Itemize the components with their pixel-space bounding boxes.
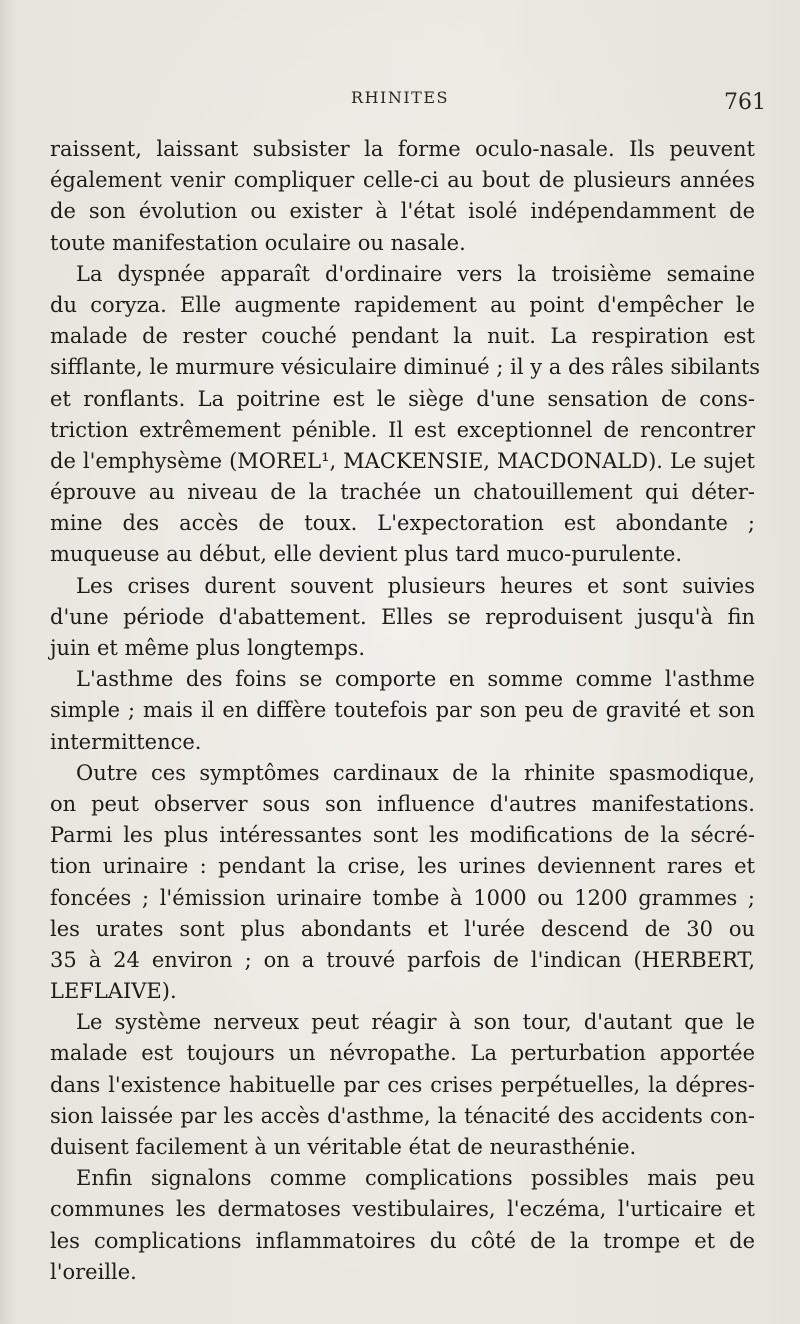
text-line: tion urinaire : pendant la crise, les urines deviennent rares et	[50, 854, 755, 879]
text-line: les complications inflammatoires du côté de la trompe et de	[50, 1228, 755, 1253]
text-line: muqueuse au début, elle devient plus tard muco-purulente.	[50, 542, 682, 567]
text-line: foncées ; l'émission urinaire tombe à 1000 ou 1200 grammes ;	[50, 885, 755, 910]
text-line: Enfin signalons comme complications possibles mais peu	[76, 1166, 755, 1191]
text-line: Outre ces symptômes cardinaux de la rhinite spasmodique,	[76, 760, 755, 785]
text-line: on peut observer sous son influence d'autres manifestations.	[50, 791, 755, 816]
text-line: L'asthme des foins se comporte en somme comme l'asthme	[76, 667, 755, 692]
text-line: duisent facilement à un véritable état de neurasthénie.	[50, 1135, 637, 1159]
text-line: toute manifestation oculaire ou nasale.	[50, 230, 466, 255]
text-line: communes les dermatoses vestibulaires, l'eczéma, l'urticaire et	[50, 1197, 755, 1222]
text-line: sion laissée par les accès d'asthme, la ténacité des accidents con-	[50, 1103, 755, 1128]
text-line: juin et même plus longtemps.	[50, 636, 365, 660]
text-line: Le système nerveux peut réagir à son tour, d'autant que le	[76, 1010, 755, 1035]
text-line: malade est toujours un névropathe. La perturbation apportée	[50, 1041, 755, 1066]
body-text	[50, 134, 761, 1288]
text-line: éprouve au niveau de la trachée un chatouillement qui déter-	[50, 480, 755, 505]
text-line: 35 à 24 environ ; on a trouvé parfois de l'indican (HERBERT,	[50, 947, 755, 972]
text-line: de son évolution ou exister à l'état isolé indépendamment de	[50, 199, 755, 224]
text-line: et ronflants. La poitrine est le siège d'une sensation de cons-	[50, 386, 755, 411]
text-line: Les crises durent souvent plusieurs heures et sont suivies	[76, 573, 755, 598]
text-line: l'oreille.	[50, 1259, 137, 1284]
page-header	[0, 88, 800, 118]
text-line: mine des accès de toux. L'expectoration est abondante ;	[50, 511, 755, 536]
text-line: La dyspnée apparaît d'ordinaire vers la troisième semaine	[76, 261, 755, 286]
text-line: sifflante, le murmure vésiculaire diminué ; il y a des râles sibilants	[50, 355, 761, 380]
running-head: RHINITES	[351, 88, 449, 107]
text-line: simple ; mais il en diffère toutefois par son peu de gravité et son	[50, 698, 755, 723]
text-line: du coryza. Elle augmente rapidement au point d'empêcher le	[50, 292, 755, 317]
text-line: Parmi les plus intéressantes sont les modifications de la sécré-	[50, 823, 755, 848]
text-line: intermittence.	[50, 729, 202, 754]
text-line: raissent, laissant subsister la forme oculo-nasale. Ils peuvent	[50, 137, 755, 161]
text-line: malade de rester couché pendant la nuit. La respiration est	[50, 324, 755, 349]
text-line: les urates sont plus abondants et l'urée descend de 30 ou	[50, 916, 755, 941]
page-number: 761	[724, 90, 766, 115]
text-line: triction extrêmement pénible. Il est exceptionnel de rencontrer	[50, 417, 755, 442]
text-line: de l'emphysème (MOREL¹, MACKENSIE, MACDONALD). Le sujet	[50, 448, 755, 473]
text-line: également venir compliquer celle-ci au bout de plusieurs années	[50, 168, 755, 193]
text-line: LEFLAIVE).	[50, 979, 177, 1004]
text-line: d'une période d'abattement. Elles se reproduisent jusqu'à fin	[50, 604, 755, 629]
text-line: dans l'existence habituelle par ces crises perpétuelles, la dépres-	[50, 1072, 755, 1097]
